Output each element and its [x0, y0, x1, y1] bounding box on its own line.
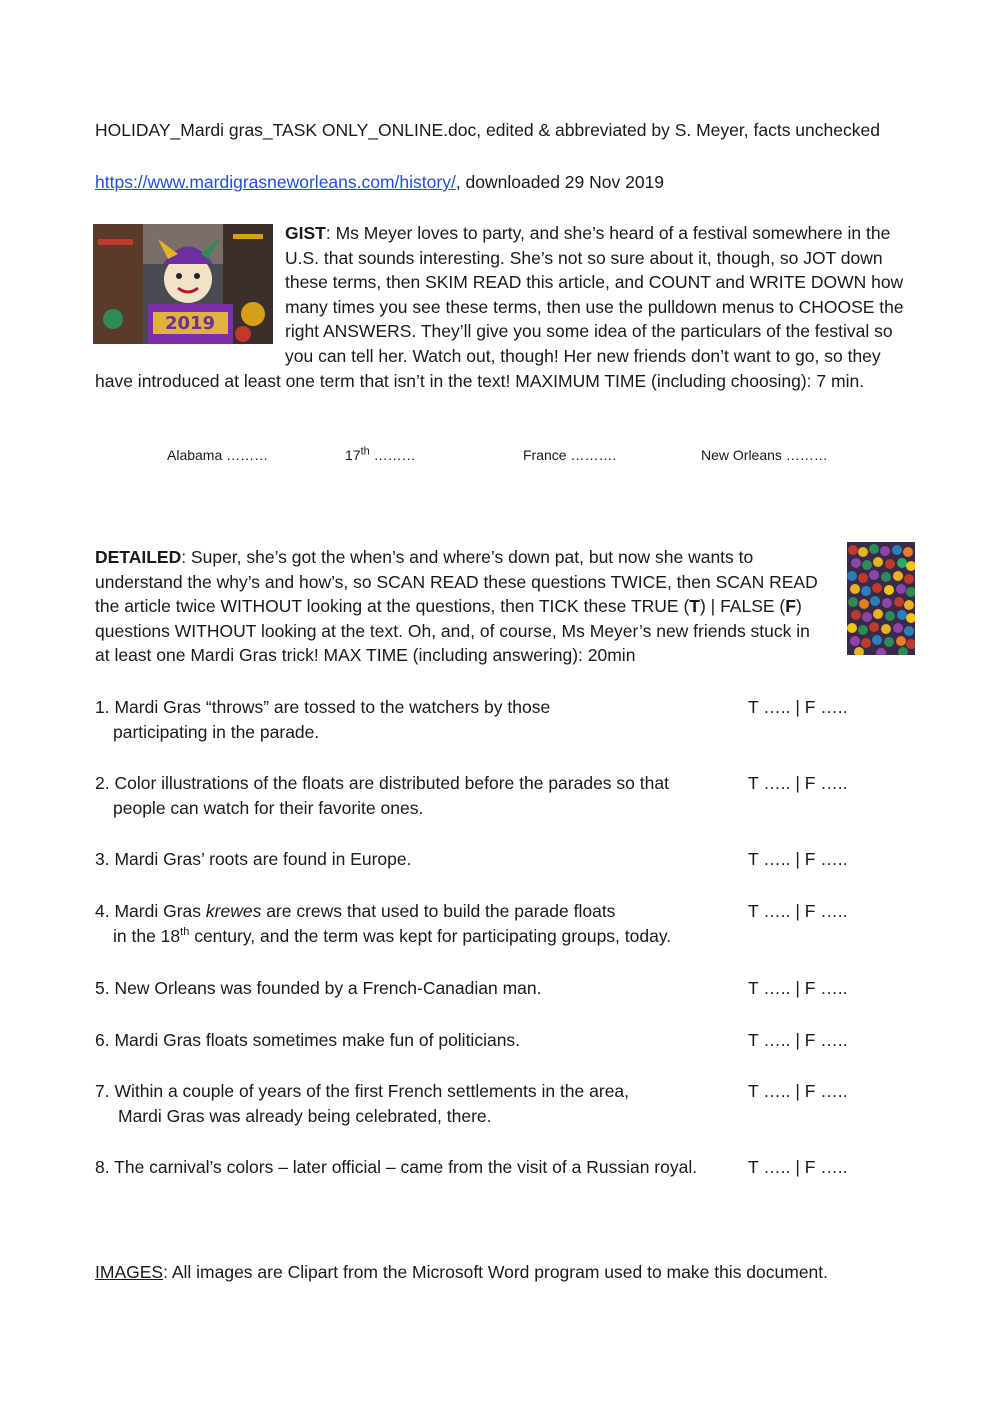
download-note: , downloaded 29 Nov 2019 — [455, 172, 665, 192]
source-link[interactable]: https://www.mardigrasneworleans.com/history/ — [95, 172, 456, 192]
term-new-orleans: New Orleans ……… — [701, 447, 828, 463]
svg-text:2019: 2019 — [164, 313, 216, 334]
question-8: 8. The carnival’s colors – later official – came from the visit of a Russian royal. — [95, 1157, 698, 1177]
question-6-tf[interactable]: T ….. | F ….. — [748, 1030, 848, 1050]
question-7-tf[interactable]: T ….. | F ….. — [748, 1081, 848, 1101]
images-label: IMAGES — [95, 1262, 164, 1282]
question-8-tf[interactable]: T ….. | F ….. — [748, 1157, 848, 1177]
question-3-tf[interactable]: T ….. | F ….. — [748, 849, 848, 869]
question-7: 7. Within a couple of years of the first French settlements in the area, Mardi Gras was already being celebrated, there. — [95, 1081, 630, 1126]
source-line — [95, 170, 664, 195]
gist-text: : Ms Meyer loves to party, and she’s heard of a festival somewhere in the U.S. that sounds interesting. She’s not so sure about it, though, so JOT down these terms, then SKIM READ this article, and COUNT and WRITE DOWN how many times you see these terms, then use the pulldown menus to CHOOSE the right ANSWERS. They’ll give you some idea of the particulars of the festival so you can tell her. Watch out, though! Her new friends don’t want to go, so they have introduced at least one term that isn’t in the text! MAXIMUM TIME (including choosing): 7 min. — [95, 223, 904, 391]
detailed-paragraph: DETAILED: Super, she’s got the when’s and where’s down pat, but now she wants to understand the why’s and how’s, so SCAN READ these questions TWICE, then SCAN READ the article twice WITHOUT looking at the questions, then TICK these TRUE (T) | FALSE (F) questions WITHOUT looking at the text. Oh, and, of course, Ms Meyer’s new friends stuck in at least one Mardi Gras trick! MAX TIME (including answering): 20min — [95, 545, 910, 668]
term-alabama: Alabama ……… — [167, 447, 269, 463]
question-2: 2. Color illustrations of the floats are distributed before the parades so that people can watch for their favorite ones. — [95, 773, 669, 818]
images-credit: IMAGES: All images are Clipart from the Microsoft Word program used to make this document. — [95, 1262, 829, 1282]
question-1-tf[interactable]: T ….. | F ….. — [748, 697, 848, 717]
gist-paragraph — [95, 221, 910, 393]
question-6: 6. Mardi Gras floats sometimes make fun of politicians. — [95, 1030, 521, 1050]
question-4: 4. Mardi Gras krewes are crews that used to build the parade floats in the 18th century, and the term was kept for participating groups, today. — [95, 901, 672, 946]
term-17th: 17th ……… — [345, 445, 416, 463]
question-3: 3. Mardi Gras’ roots are found in Europe. — [95, 849, 412, 869]
detailed-label: DETAILED — [95, 547, 182, 567]
question-1: 1. Mardi Gras “throws” are tossed to the watchers by those participating in the parade. — [95, 697, 551, 742]
question-4-tf[interactable]: T ….. | F ….. — [748, 901, 848, 921]
mardi-gras-parade-image — [93, 224, 273, 344]
question-2-tf[interactable]: T ….. | F ….. — [748, 773, 848, 793]
gist-label: GIST — [285, 223, 326, 243]
question-5-tf[interactable]: T ….. | F ….. — [748, 978, 848, 998]
term-france: France ………. — [523, 447, 617, 463]
mardi-gras-beads-image — [847, 542, 915, 655]
question-5: 5. New Orleans was founded by a French-Canadian man. — [95, 978, 542, 998]
document-header: HOLIDAY_Mardi gras_TASK ONLY_ONLINE.doc, edited & abbreviated by S. Meyer, facts unchecked — [95, 120, 880, 140]
